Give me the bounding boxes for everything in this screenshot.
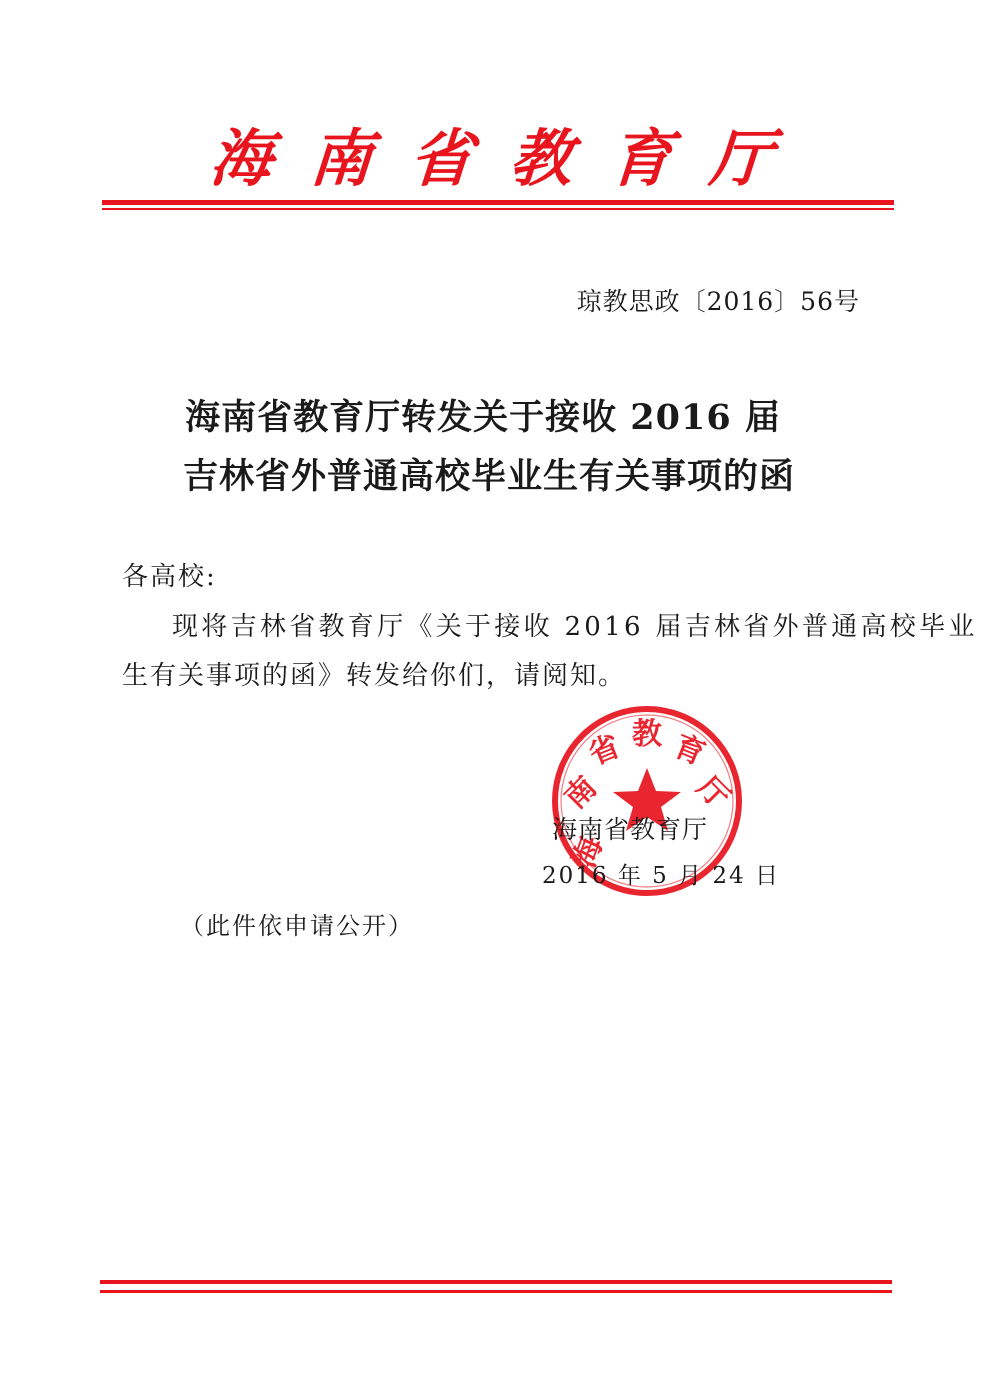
masthead-rule-thin <box>102 208 894 210</box>
body-paragraph-line-1: 现将吉林省教育厅《关于接收 2016 届吉林省外普通高校毕业 <box>172 612 978 642</box>
masthead-rule-thick <box>102 200 894 205</box>
svg-text:育: 育 <box>669 728 711 773</box>
masthead-char: 育 <box>607 122 675 195</box>
svg-text:海: 海 <box>566 832 611 873</box>
masthead-char: 南 <box>307 122 375 195</box>
issue-date: 2016 年 5 月 24 日 <box>542 863 780 889</box>
body-paragraph-line-2: 生有关事项的函》转发给你们，请阅知。 <box>122 661 627 691</box>
svg-text:教: 教 <box>632 717 662 752</box>
document-title-line-2: 吉林省外普通高校毕业生有关事项的函 <box>182 456 795 497</box>
svg-text:南: 南 <box>557 769 604 816</box>
masthead-char: 省 <box>407 122 475 195</box>
masthead-title <box>0 118 982 200</box>
masthead-char: 厅 <box>707 122 775 195</box>
svg-text:厅: 厅 <box>690 769 737 816</box>
document-title-line-1: 海南省教育厅转发关于接收 2016 届 <box>185 397 781 438</box>
masthead-char: 教 <box>507 122 575 195</box>
salutation: 各高校: <box>122 562 217 592</box>
footer-rule-thin <box>100 1290 892 1293</box>
signer: 海南省教育厅 <box>552 815 709 844</box>
document-number: 琼教思政〔2016〕56号 <box>576 287 860 316</box>
footer-rule-thick <box>100 1280 892 1284</box>
masthead-char: 海 <box>207 122 275 195</box>
svg-text:省: 省 <box>583 728 625 773</box>
disclosure-note: （此件依申请公开） <box>180 912 414 940</box>
